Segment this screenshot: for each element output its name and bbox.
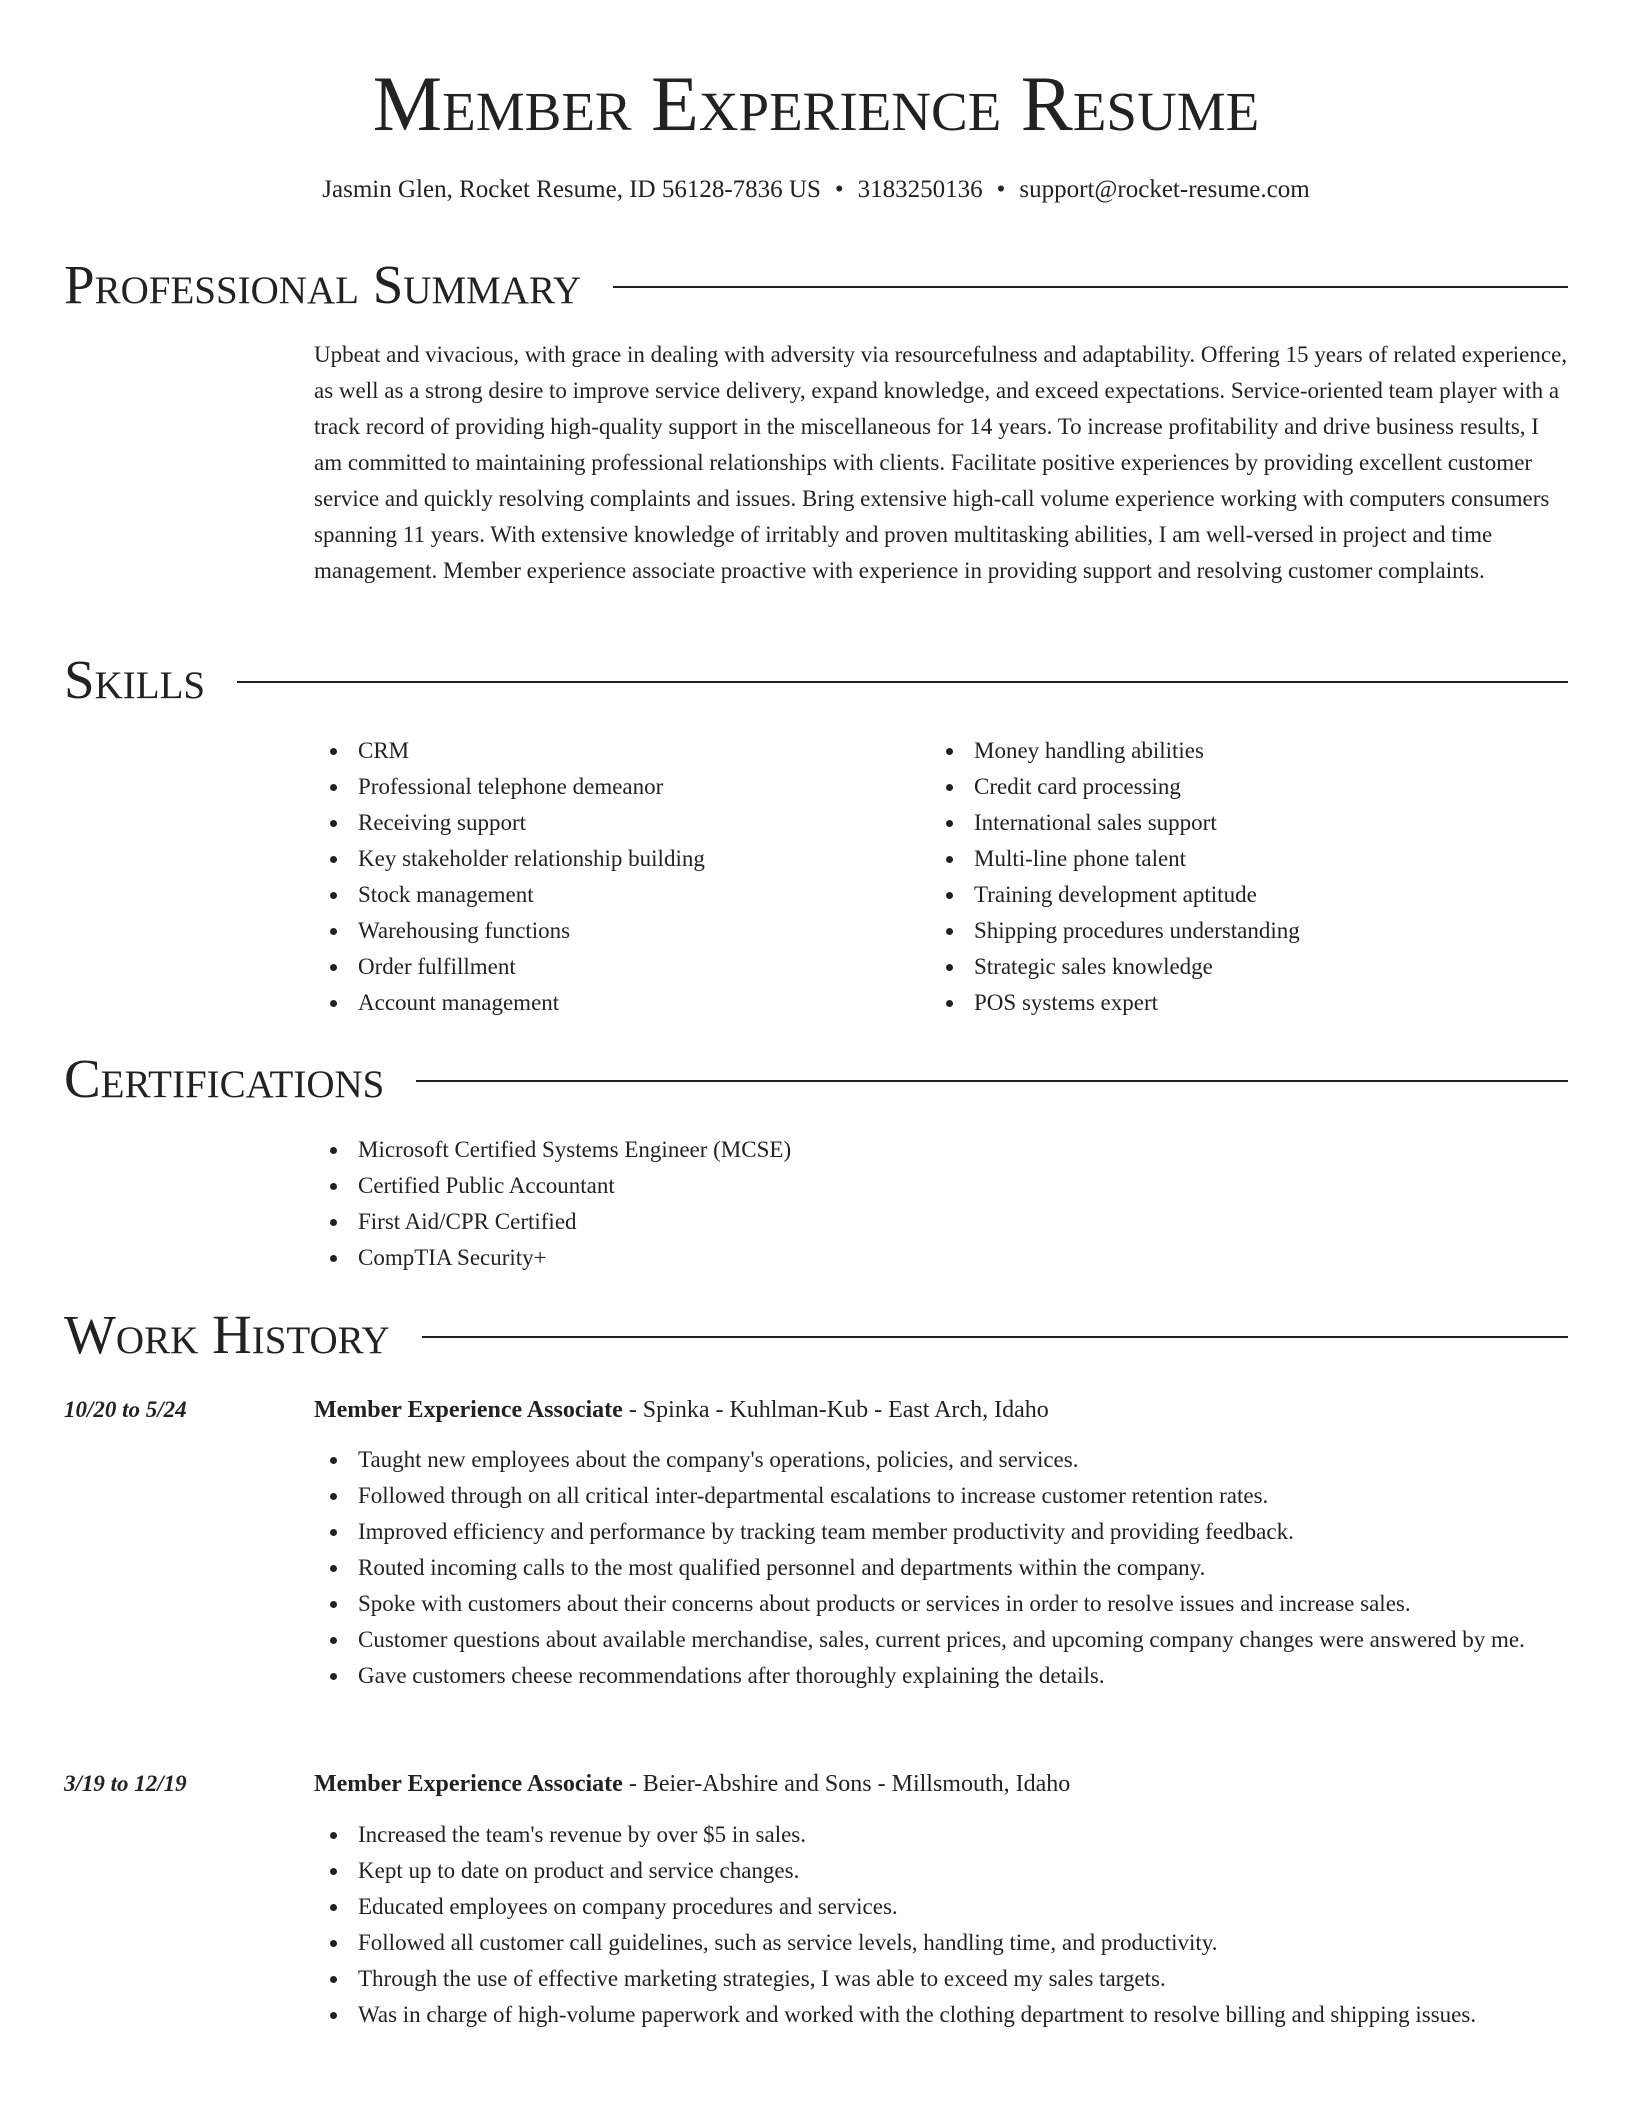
certification-item: First Aid/CPR Certified (314, 1204, 1568, 1240)
skill-item: Account management (314, 985, 914, 1021)
job-bullet: Educated employees on company procedures and services. (314, 1889, 1568, 1925)
skill-item: Shipping procedures understanding (930, 913, 1550, 949)
summary-section-header (64, 253, 1568, 317)
job-bullet: Spoke with customers about their concerns about products or services in order to resolve issues and increase sales. (314, 1586, 1568, 1622)
skill-item: Receiving support (314, 805, 914, 841)
section-divider (613, 286, 1568, 288)
certifications-heading: Certifications (64, 1048, 385, 1109)
contact-separator: • (996, 176, 1006, 203)
job-bullet: Improved efficiency and performance by tracking team member productivity and providing feedback. (314, 1514, 1568, 1550)
job-employer: - Beier-Abshire and Sons - Millsmouth, Idaho (622, 1771, 1071, 1797)
skill-item: Money handling abilities (930, 733, 1550, 769)
summary-text: Upbeat and vivacious, with grace in dealing with adversity via resourcefulness and adaptability. Offering 15 years of related experience, as well as a strong desire to improve service delivery, expand knowledge, and exceed expectations. Service-oriented team player with a track record of providing high-quality support in the miscellaneous for 14 years. To increase profitability and drive business results, I am committed to maintaining professional relationships with clients. Facilitate positive experiences by providing excellent customer service and quickly resolving complaints and issues. Bring extensive high-call volume experience working with computers consumers spanning 11 years. With extensive knowledge of irritably and proven multitasking abilities, I am well-versed in project and time management. Member experience associate proactive with experience in providing support and resolving customer complaints. (314, 342, 1568, 583)
skill-item: Key stakeholder relationship building (314, 841, 914, 877)
certification-item: CompTIA Security+ (314, 1240, 1568, 1276)
job-bullet: Kept up to date on product and service changes. (314, 1853, 1568, 1889)
job-title: Member Experience Associate (314, 1397, 623, 1423)
section-divider (237, 681, 1568, 683)
job-bullet: Was in charge of high-volume paperwork and worked with the clothing department to resolve billing and shipping issues. (314, 1997, 1568, 2033)
skills-list-left (314, 733, 914, 1021)
job-title: Member Experience Associate (314, 1771, 623, 1797)
skills-heading: Skills (64, 649, 206, 710)
certifications-list (314, 1132, 1568, 1276)
skill-item: POS systems expert (930, 985, 1550, 1021)
skills-list-right (930, 733, 1550, 1021)
skills-section-header (64, 648, 1568, 712)
job-bullets (314, 1442, 1568, 1694)
job-bullet: Followed all customer call guidelines, such as service levels, handling time, and productivity. (314, 1925, 1568, 1961)
work-history-section-header (64, 1303, 1568, 1367)
skill-item: Professional telephone demeanor (314, 769, 914, 805)
contact-separator: • (834, 176, 844, 203)
certification-item: Certified Public Accountant (314, 1168, 1568, 1204)
section-divider (422, 1336, 1568, 1338)
skill-item: Order fulfillment (314, 949, 914, 985)
job-bullet: Gave customers cheese recommendations after thoroughly explaining the details. (314, 1658, 1568, 1694)
certifications-section-header (64, 1047, 1568, 1111)
contact-line (0, 173, 1632, 207)
job-bullet: Through the use of effective marketing strategies, I was able to exceed my sales targets. (314, 1961, 1568, 1997)
job-header (314, 1392, 1568, 1428)
work-history-heading: Work History (64, 1304, 390, 1365)
certification-item: Microsoft Certified Systems Engineer (MCSE) (314, 1132, 1568, 1168)
section-divider (416, 1080, 1568, 1082)
job-bullet: Taught new employees about the company's operations, policies, and services. (314, 1442, 1568, 1478)
skill-item: Warehousing functions (314, 913, 914, 949)
job-bullet: Customer questions about available merchandise, sales, current prices, and upcoming company changes were answered by me. (314, 1622, 1568, 1658)
skill-item: International sales support (930, 805, 1550, 841)
contact-email: support@rocket-resume.com (1019, 176, 1310, 203)
job-header (314, 1766, 1568, 1802)
job-bullet: Followed through on all critical inter-departmental escalations to increase customer retention rates. (314, 1478, 1568, 1514)
contact-phone: 3183250136 (857, 176, 983, 203)
job-bullet: Routed incoming calls to the most qualified personnel and departments within the company. (314, 1550, 1568, 1586)
summary-heading: Professional Summary (64, 254, 582, 315)
resume-title: Member Experience Resume (372, 60, 1260, 147)
job-dates: 10/20 to 5/24 (64, 1397, 187, 1422)
skill-item: Stock management (314, 877, 914, 913)
job-employer: - Spinka - Kuhlman-Kub - East Arch, Idaho (622, 1397, 1049, 1423)
skill-item: Multi-line phone talent (930, 841, 1550, 877)
skill-item: Strategic sales knowledge (930, 949, 1550, 985)
skill-item: CRM (314, 733, 914, 769)
contact-address: Jasmin Glen, Rocket Resume, ID 56128-7836 US (322, 176, 821, 203)
job-bullets (314, 1817, 1568, 2033)
job-bullet: Increased the team's revenue by over $5 in sales. (314, 1817, 1568, 1853)
skill-item: Training development aptitude (930, 877, 1550, 913)
job-dates: 3/19 to 12/19 (64, 1771, 187, 1796)
skill-item: Credit card processing (930, 769, 1550, 805)
